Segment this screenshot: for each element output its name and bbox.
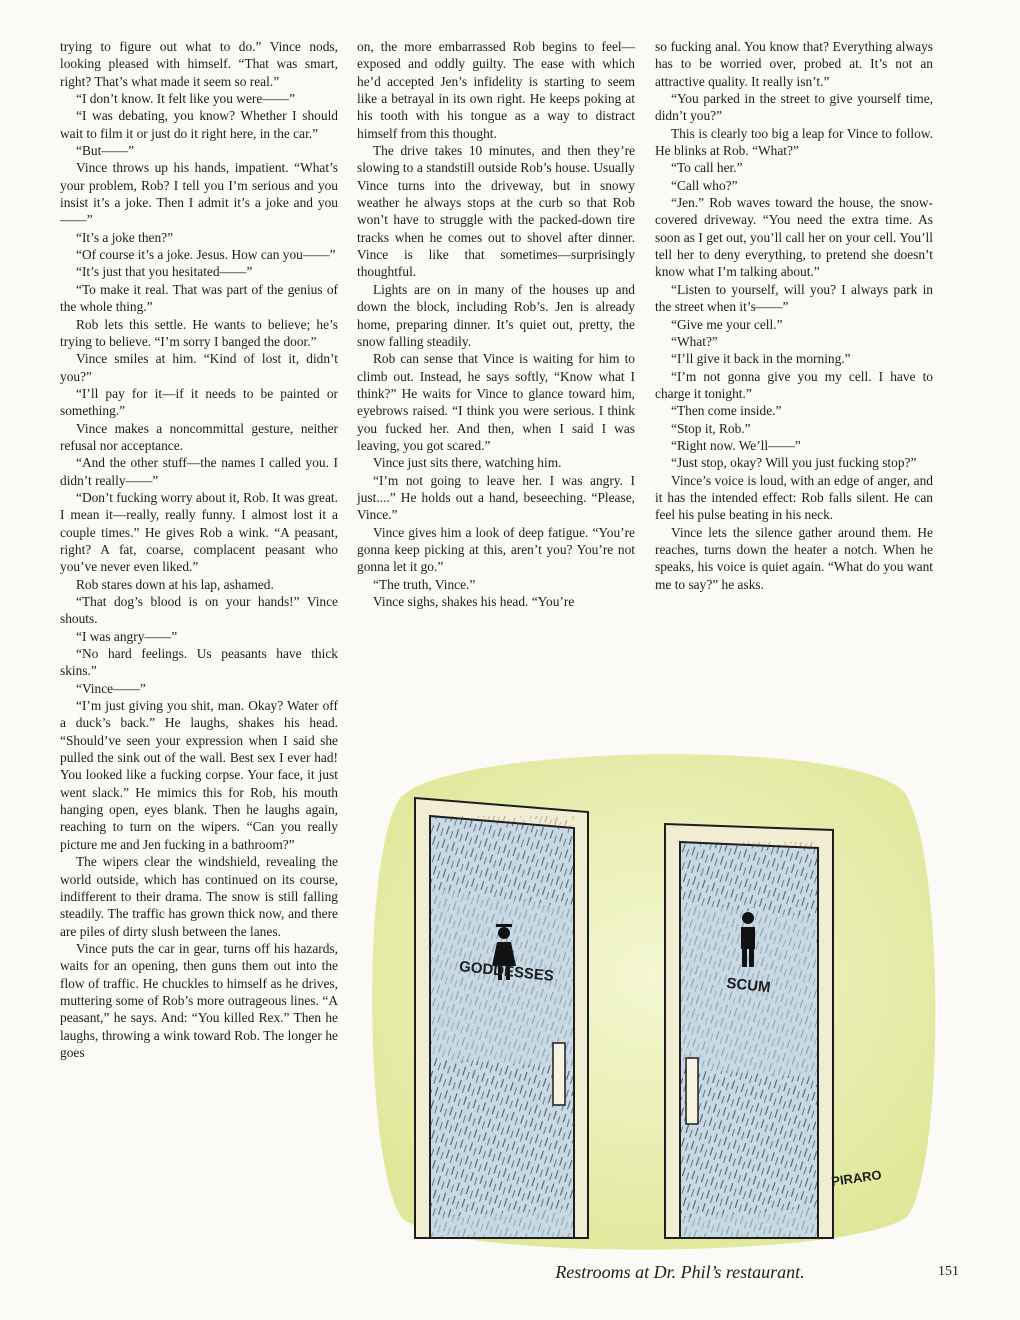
paragraph: “Vince——” [76,680,146,696]
text-column-2 [357,38,635,610]
paragraph: on, the more embarrassed Rob begins to feel—exposed and oddly guilty. The ease with which he’d accepted Jen’s infidelity is starting to seem like a betrayal in its own right. He keeps poking at his tooth with his tongue as a way to distract himself from this thought. [357,39,635,141]
paragraph: Vince lets the silence gather around them. He reaches, turns down the heater a notch. When he speaks, his voice is quiet again. “What do you want me to say?” he asks. [655,524,933,592]
cartoon-illustration [360,738,940,1258]
paragraph: Vince throws up his hands, impatient. “What’s your problem, Rob? I tell you I’m serious and you insist it’s a joke. Then I admit it’s a joke and you——” [60,160,338,228]
paragraph: “I was debating, you know? Whether I should wait to film it or just do it right here, in the car.” [60,108,338,141]
paragraph: “Don’t fucking worry about it, Rob. It was great. I mean it—really, really funny. I almost lost it a couple times.” He gives Rob a wink. “A peasant, right? A fat, coarse, complacent peasant who you’ve never even liked.” [60,489,338,575]
paragraph: “I’m not gonna give you my cell. I have to charge it tonight.” [655,368,933,401]
paragraph: “Listen to yourself, will you? I always park in the street when it’s——” [655,281,933,315]
paragraph: “I don’t know. It felt like you were——” [76,91,296,107]
paragraph: Vince gives him a look of deep fatigue. “You’re gonna keep picking at this, aren’t you? You’re not gonna let it go.” [357,524,635,575]
paragraph: “To make it real. That was part of the genius of the whole thing.” [60,281,338,315]
paragraph: This is clearly too big a leap for Vince to follow. He blinks at Rob. “What?” [655,125,933,159]
paragraph: “Give me your cell.” [671,316,783,332]
paragraph: “I’ll pay for it—if it needs to be painted or something.” [60,385,338,419]
artist-signature: PIRARO [830,1167,883,1189]
paragraph: Vince’s voice is loud, with an edge of anger, and it has the intended effect: Rob falls silent. He can feel his pulse beating in his neck. [655,472,933,523]
text-column-1 [60,38,338,1061]
paragraph: Rob lets this settle. He wants to believe; he’s trying to believe. “I’m sorry I banged the door.” [60,316,338,349]
paragraph: “The truth, Vince.” [373,576,476,592]
paragraph: “I was angry——” [76,628,178,644]
paragraph: Vince just sits there, watching him. [373,455,562,471]
paragraph: The drive takes 10 minutes, and then they’re slowing to a standstill outside Rob’s house. Usually Vince turns into the driveway, but in snowy weather he always stops at the curb so that Rob won’t have to struggle with the packed-down tire tracks when he comes out to shovel after dinner. Vince is like that sometimes—surprisingly thoughtful. [357,143,635,280]
paragraph: “I’m not going to leave her. I was angry. I just....” He holds out a hand, beseeching. “Please, Vince.” [357,472,635,523]
paragraph: “I’ll give it back in the morning.” [671,351,851,367]
paragraph: “Call who?” [671,177,738,193]
paragraph: Rob stares down at his lap, ashamed. [76,576,274,592]
goddesses-sign: GODDESSES [458,958,555,985]
paragraph: Vince smiles at him. “Kind of lost it, didn’t you?” [60,351,338,384]
paragraph: “But——” [76,143,135,159]
paragraph: Vince puts the car in gear, turns off his hazards, waits for an opening, then guns them out into the flow of traffic. He chuckles to himself as he drives, muttering some of Rob’s more outrageous lines. “A peasant,” he says. And: “You killed Rex.” Then he laughs, throwing a wink toward Rob. The longer he goes [60,940,338,1060]
scum-sign: SCUM [725,974,772,997]
left-door [415,798,588,1238]
paragraph: “Of course it’s a joke. Jesus. How can you——” [76,247,336,263]
text-column-3 [655,38,933,593]
paragraph: “You parked in the street to give yourself time, didn’t you?” [655,91,933,124]
right-door-handle [686,1058,698,1124]
paragraph: Vince makes a noncommittal gesture, neither refusal nor acceptance. [60,420,338,453]
page-number: 151 [938,1264,959,1279]
paragraph: “To call her.” [671,160,743,176]
paragraph: “Just stop, okay? Will you just fucking stop?” [671,455,917,471]
paragraph: “I’m just giving you shit, man. Okay? Water off a duck’s back.” He laughs, shakes his head. “Should’ve seen your expression when I said she pulled the sink out of the wall. Best sex I ever had! You looked like a fucking corpse. Your face, it just went slack.” He mimics this for Rob, his mouth hanging open, eyes blank. Then he laughs again, reaching to turn on the wipers. “Can you really picture me and Jen fucking in a bathroom?” [60,698,338,852]
paragraph: trying to figure out what to do.” Vince nods, looking pleased with himself. “That was smart, right? That’s what made it seem so real.” [60,39,338,89]
paragraph: “Right now. We’ll——” [671,437,801,453]
paragraph: “What?” [671,333,718,349]
paragraph: The wipers clear the windshield, revealing the world outside, which has continued on its course, indifferent to their drama. The snow is still falling steadily. The traffic has grown thick now, and there are piles of dirty slush between the lanes. [60,854,338,939]
paragraph: “And the other stuff—the names I called you. I didn’t really——” [60,455,338,488]
paragraph: “It’s just that you hesitated——” [76,264,253,280]
right-door [665,824,833,1238]
paragraph: “It’s a joke then?” [76,229,174,245]
paragraph: Rob can sense that Vince is waiting for him to climb out. Instead, he says softly, “Know what I think?” He waits for Vince to glance toward him, eyebrows raised. “I think you were serious. I think you fucked her. And then, when I said I was leaving, you got scared.” [357,351,635,453]
paragraph: “That dog’s blood is on your hands!” Vince shouts. [60,594,338,627]
paragraph: “Then come inside.” [671,403,782,419]
paragraph: so fucking anal. You know that? Everything always has to be worried over, probed at. It’s not an attractive quality. It really isn’t.” [655,39,933,89]
paragraph: “Stop it, Rob.” [671,420,751,436]
paragraph: “Jen.” Rob waves toward the house, the snow-covered driveway. “You need the extra time. As soon as I get out, you’ll call her on your cell. You’ll tell her to deny everything, to pretend she doesn’t know what I’m talking about.” [655,195,933,280]
cartoon-caption: Restrooms at Dr. Phil’s restaurant. [555,1262,805,1282]
paragraph: Lights are on in many of the houses up and down the block, including Rob’s. Jen is already home, preparing dinner. It’s quiet out, pretty, the snow falling steadily. [357,281,635,349]
left-door-handle [553,1043,565,1105]
paragraph: Vince sighs, shakes his head. “You’re [373,594,575,609]
paragraph: “No hard feelings. Us peasants have thick skins.” [60,646,338,679]
